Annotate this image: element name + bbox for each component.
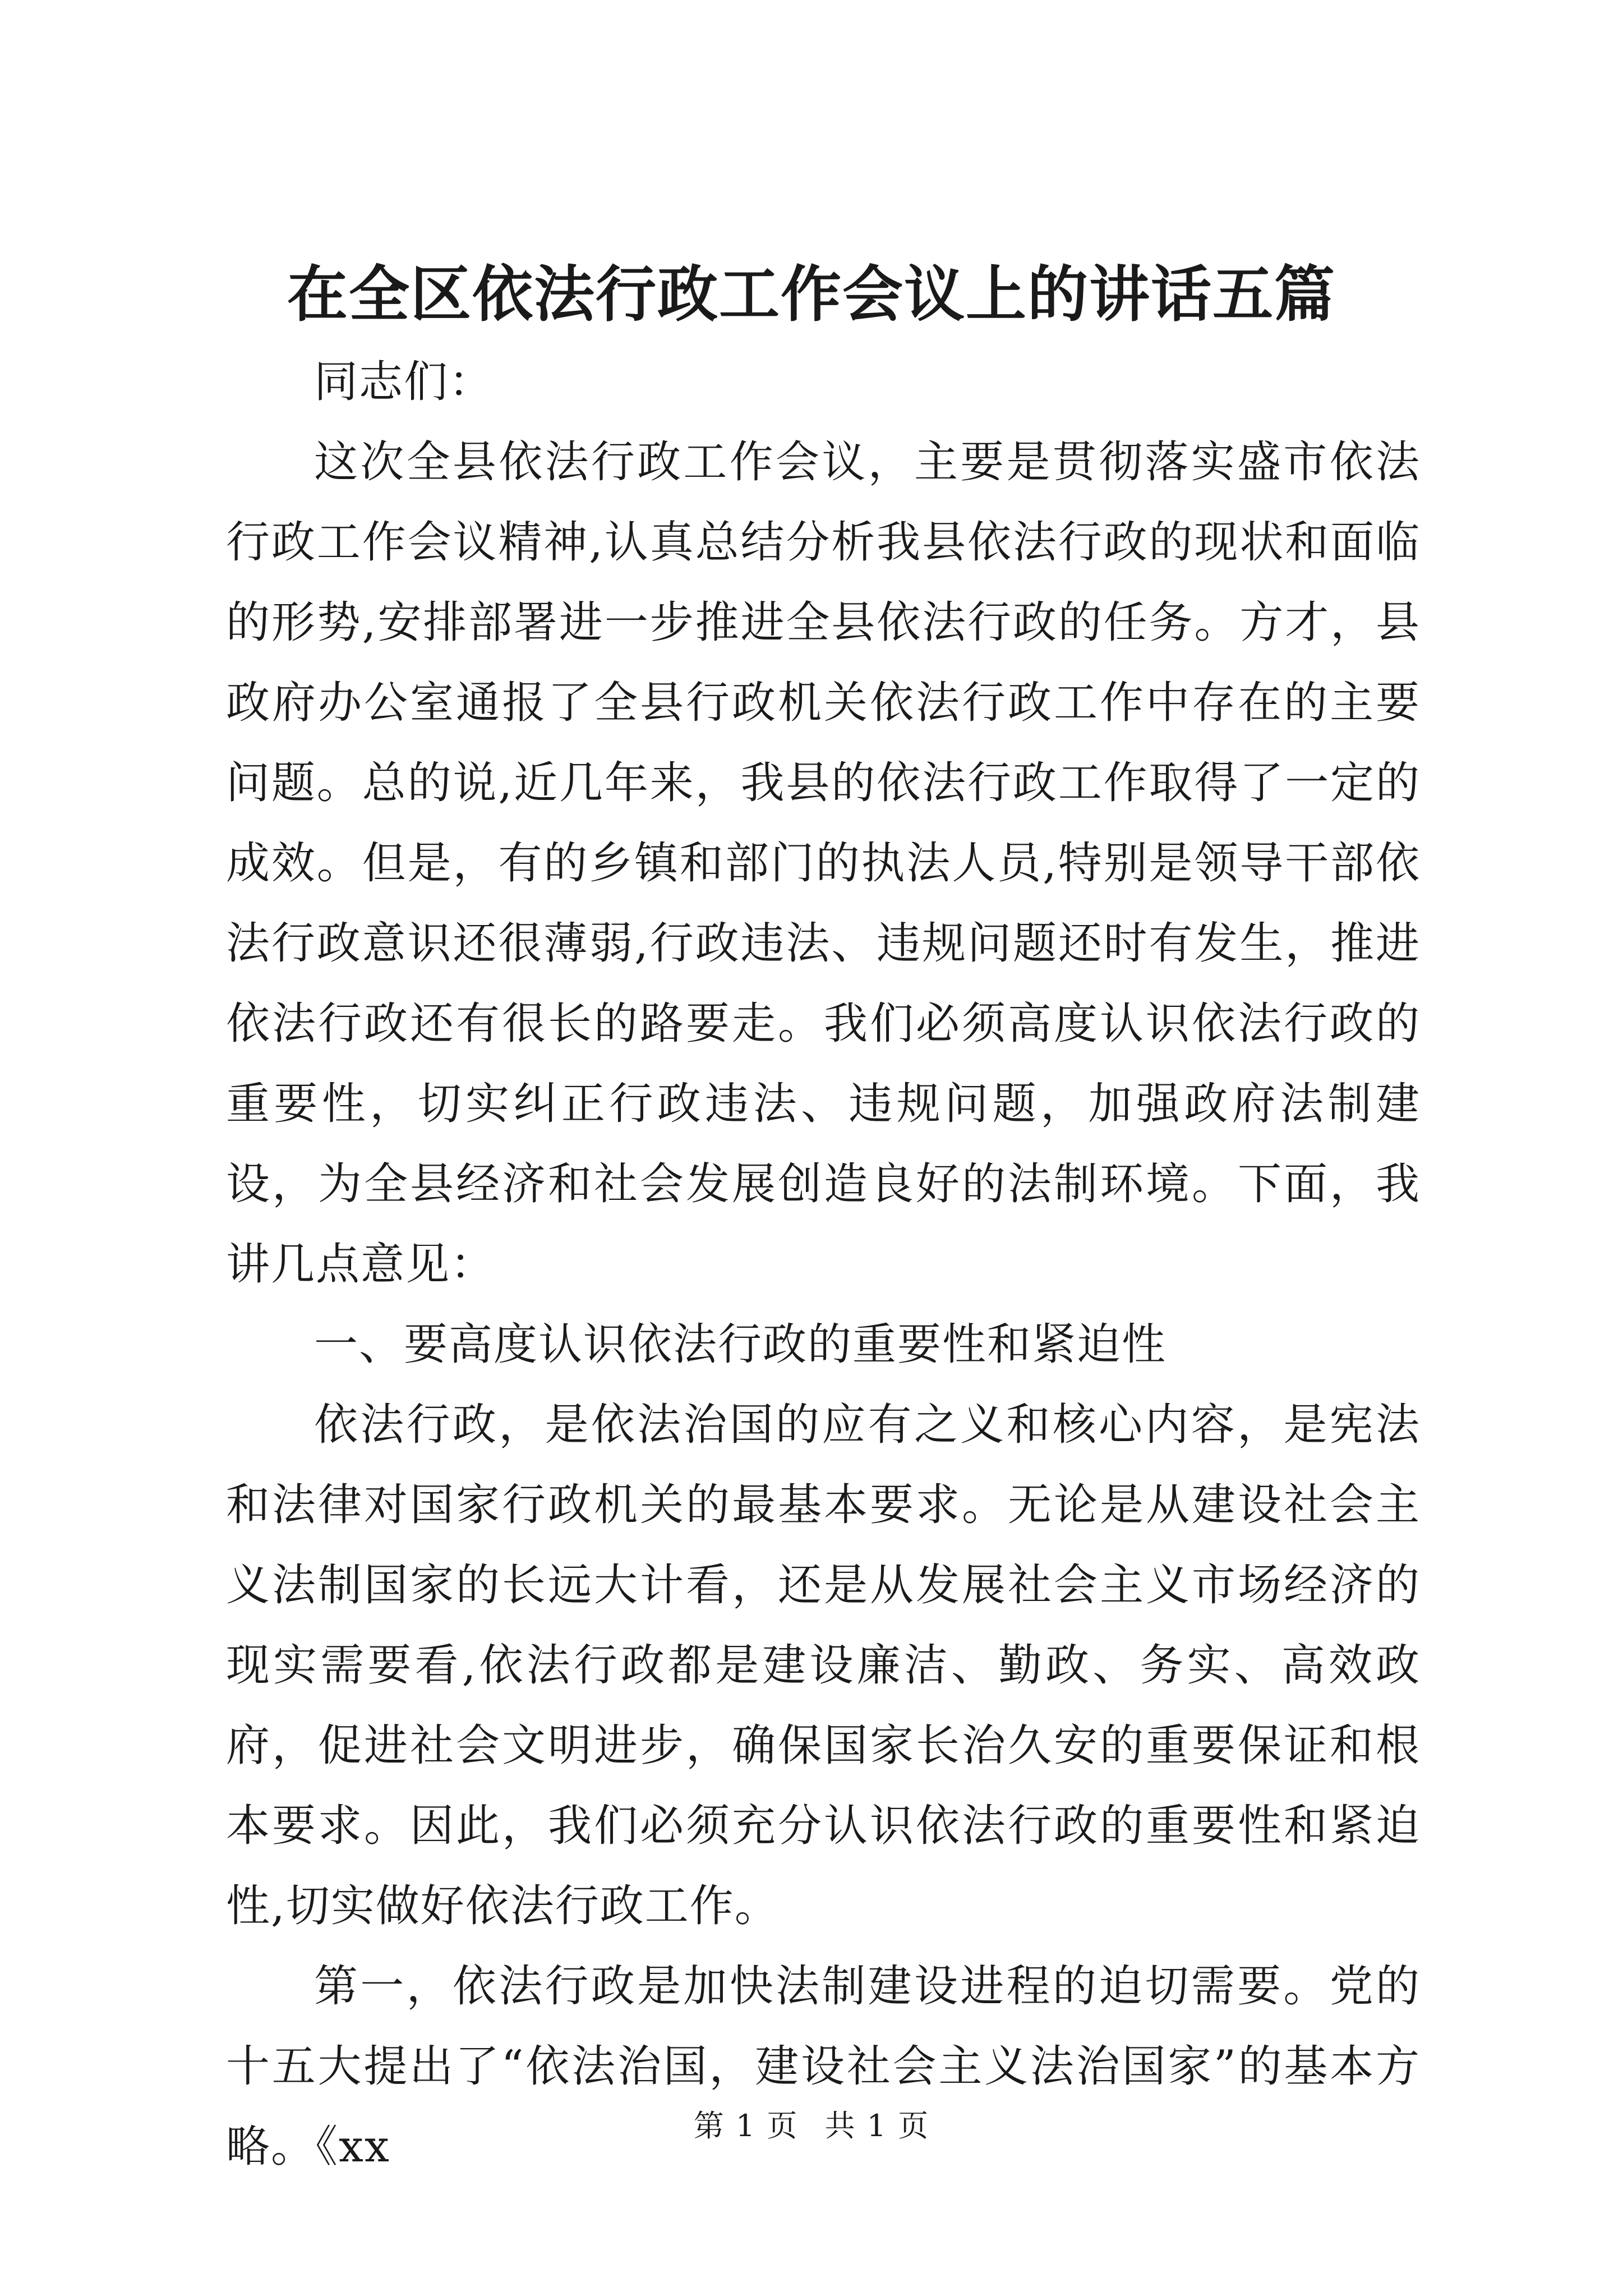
page-number: 第 1 页 [693, 2108, 799, 2143]
document-body [226, 342, 1421, 2187]
document-title: 在全区依法行政工作会议上的讲话五篇 [287, 259, 1336, 330]
page-footer [0, 2106, 1623, 2146]
body-paragraph: 第一，依法行政是加快法制建设进程的迫切需要。党的十五大提出了“依法治国，建设社会主义法治国家”的基本方略。《xx [226, 1961, 1421, 2172]
body-paragraph: 依法行政，是依法治国的应有之义和核心内容，是宪法和法律对国家行政机关的最基本要求。无论是从建设社会主义法制国家的长远大计看，还是从发展社会主义市场经济的现实需要看,依法行政都是建设廉洁、勤政、务实、高效政府，促进社会文明进步，确保国家长治久安的重要保证和根本要求。因此，我们必须充分认识依法行政的重要性和紧迫性,切实做好依法行政工作。 [226, 1400, 1421, 1931]
intro-paragraph: 这次全县依法行政工作会议，主要是贯彻落实盛市依法行政工作会议精神,认真总结分析我县依法行政的现状和面临的形势,安排部署进一步推进全县依法行政的任务。方才，县政府办公室通报了全县行政机关依法行政工作中存在的主要问题。总的说,近几年来，我县的依法行政工作取得了一定的成效。但是，有的乡镇和部门的执法人员,特别是领导干部依法行政意识还很薄弱,行政违法、违规问题还时有发生，推进依法行政还有很长的路要走。我们必须高度认识依法行政的重要性，切实纠正行政违法、违规问题，加强政府法制建设，为全县经济和社会发展创造良好的法制环境。下面，我讲几点意见： [226, 437, 1421, 1290]
page-total: 共 1 页 [824, 2108, 930, 2143]
salutation-paragraph: 同志们： [314, 357, 494, 407]
section-heading: 一、要高度认识依法行政的重要性和紧迫性 [314, 1319, 1167, 1370]
